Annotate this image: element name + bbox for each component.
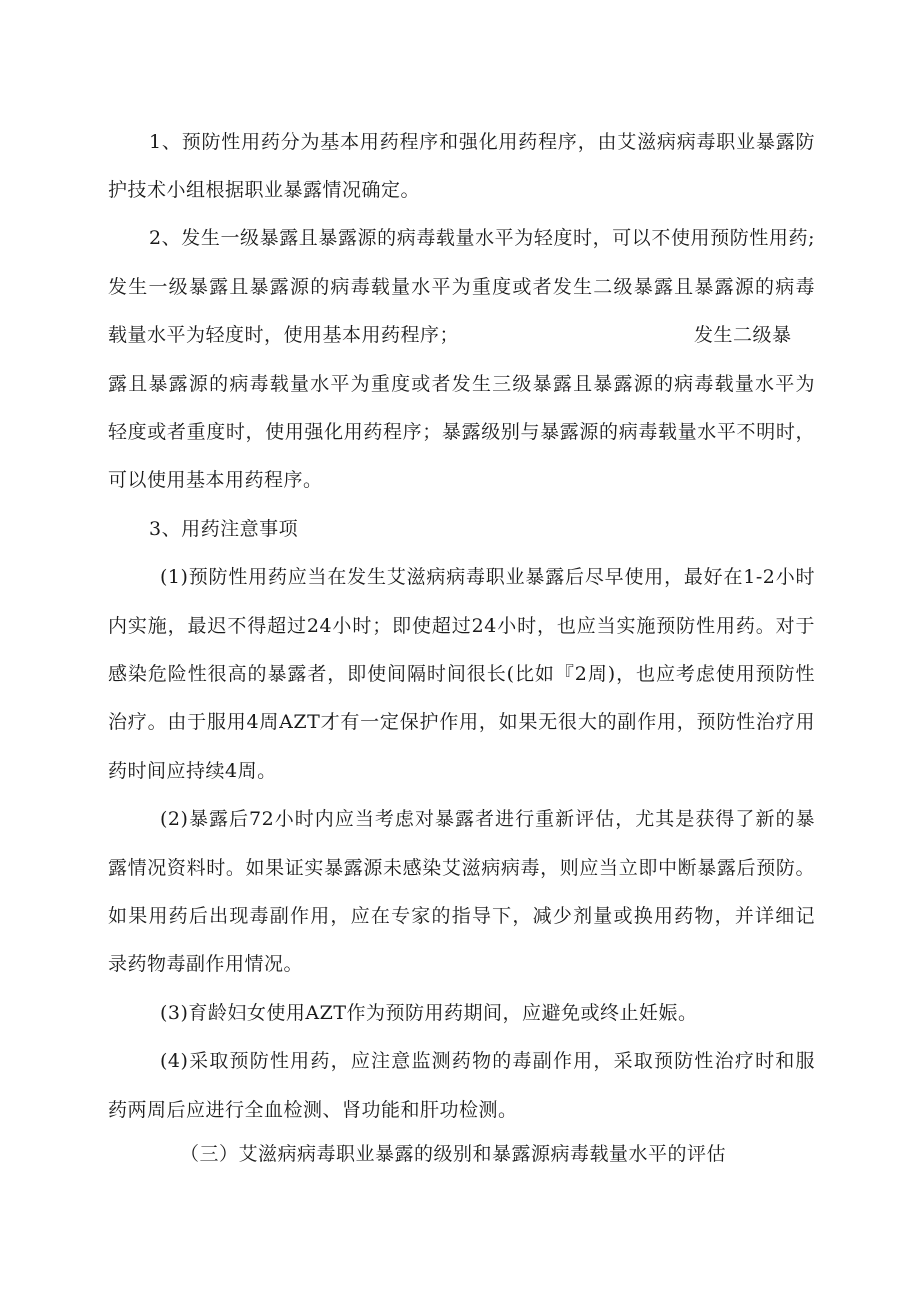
paragraph-2-line-3b: 发生二级暴 <box>694 324 792 346</box>
item-1-line-1: (1)预防性用药应当在发生艾滋病病毒职业暴露后尽早使用，最好在1-2小时 <box>160 566 815 588</box>
item-2-line-4: 录药物毒副作用情况。 <box>108 953 304 975</box>
item-3-line-1: (3)育龄妇女使用AZT作为预防用药期间，应避免或终止妊娠。 <box>160 1002 698 1024</box>
item-1-line-3: 感染危险性很高的暴露者，即使间隔时间很长(比如『2周)，也应考虑使用预防性 <box>108 663 815 685</box>
item-2-line-2: 露情况资料时。如果证实暴露源未感染艾滋病病毒，则应当立即中断暴露后预防。 <box>108 857 815 879</box>
paragraph-1-line-1: 1、预防性用药分为基本用药程序和强化用药程序，由艾滋病病毒职业暴露防 <box>149 131 815 153</box>
item-1-line-2: 内实施，最迟不得超过24小时；即使超过24小时，也应当实施预防性用药。对于 <box>108 615 815 637</box>
item-2-line-3: 如果用药后出现毒副作用，应在专家的指导下，减少剂量或换用药物，并详细记 <box>108 905 815 927</box>
paragraph-1-line-2: 护技术小组根据职业暴露情况确定。 <box>108 179 421 201</box>
paragraph-2-line-2: 发生一级暴露且暴露源的病毒载量水平为重度或者发生二级暴露且暴露源的病毒 <box>108 276 815 298</box>
paragraph-2-line-4: 露且暴露源的病毒载量水平为重度或者发生三级暴露且暴露源的病毒载量水平为 <box>108 373 815 395</box>
item-4-line-1: (4)采取预防性用药，应注意监测药物的毒副作用，采取预防性治疗时和服 <box>160 1050 815 1072</box>
section-heading-3: （三）艾滋病病毒职业暴露的级别和暴露源病毒载量水平的评估 <box>180 1143 727 1165</box>
item-1-line-5: 药时间应持续4周。 <box>108 760 277 782</box>
paragraph-2-line-6: 可以使用基本用药程序。 <box>108 469 323 491</box>
paragraph-2-line-3a: 载量水平为轻度时，使用基本用药程序； <box>108 324 460 346</box>
item-2-line-1: (2)暴露后72小时内应当考虑对暴露者进行重新评估，尤其是获得了新的暴 <box>160 808 815 830</box>
section-3-heading: 3、用药注意事项 <box>149 518 299 540</box>
paragraph-2-line-5: 轻度或者重度时，使用强化用药程序；暴露级别与暴露源的病毒载量水平不明时， <box>108 421 815 443</box>
item-4-line-2: 药两周后应进行全血检测、肾功能和肝功检测。 <box>108 1099 518 1121</box>
item-1-line-4: 治疗。由于服用4周AZT才有一定保护作用，如果无很大的副作用，预防性治疗用 <box>108 711 815 733</box>
paragraph-2-line-1: 2、发生一级暴露且暴露源的病毒载量水平为轻度时，可以不使用预防性用药; <box>149 227 815 249</box>
